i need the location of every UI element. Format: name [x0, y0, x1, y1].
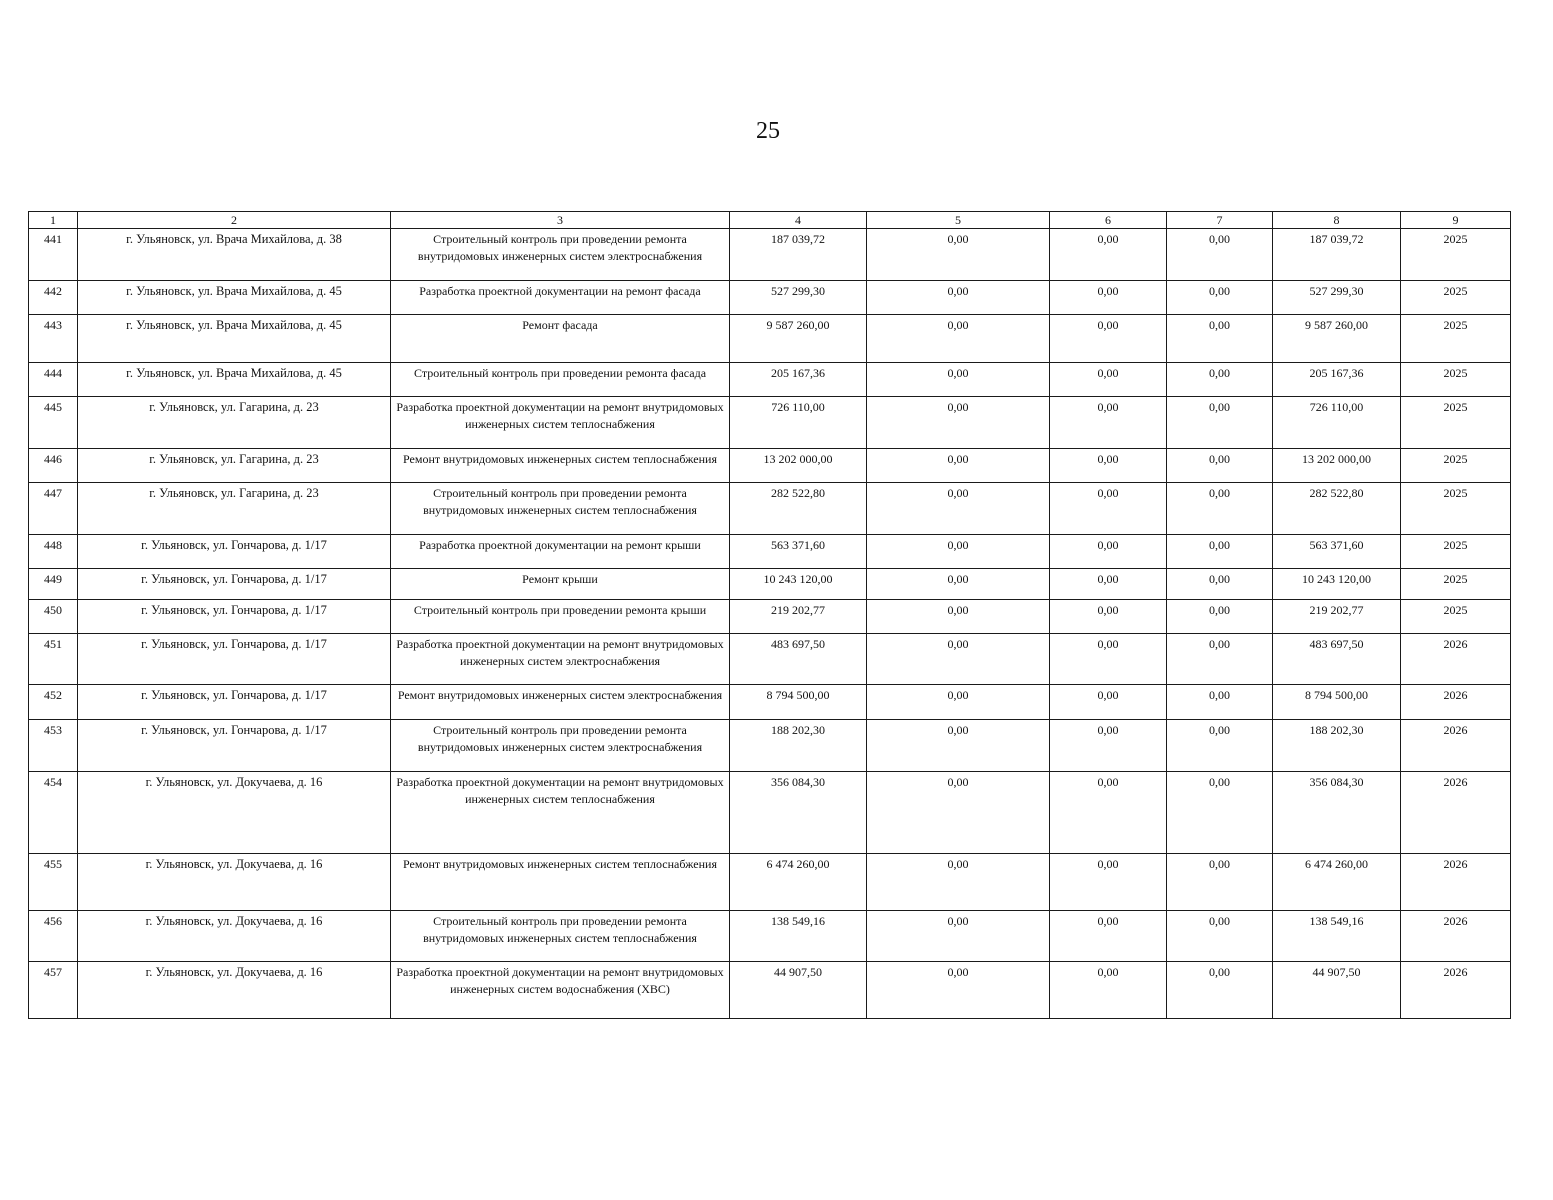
address-cell: г. Ульяновск, ул. Докучаева, д. 16	[78, 962, 391, 1019]
work-type-cell: Разработка проектной документации на ремонт внутридомовых инженерных систем электроснабжения	[391, 634, 730, 685]
total-cost-cell: 726 110,00	[730, 397, 867, 449]
work-type-cell: Разработка проектной документации на ремонт внутридомовых инженерных систем теплоснабжения	[391, 772, 730, 854]
total-cost-cell: 138 549,16	[730, 911, 867, 962]
col8-cell: 138 549,16	[1273, 911, 1401, 962]
total-cost-cell: 356 084,30	[730, 772, 867, 854]
col7-cell: 0,00	[1167, 315, 1273, 363]
address-cell: г. Ульяновск, ул. Врача Михайлова, д. 45	[78, 363, 391, 397]
col5-cell: 0,00	[867, 569, 1050, 600]
year-cell: 2025	[1401, 535, 1511, 569]
table-row	[29, 569, 1511, 600]
year-cell: 2025	[1401, 229, 1511, 281]
col8-cell: 6 474 260,00	[1273, 854, 1401, 911]
table-row	[29, 449, 1511, 483]
row-number: 453	[29, 720, 78, 772]
col5-cell: 0,00	[867, 720, 1050, 772]
column-header: 7	[1167, 212, 1273, 229]
col7-cell: 0,00	[1167, 634, 1273, 685]
address-cell: г. Ульяновск, ул. Гагарина, д. 23	[78, 397, 391, 449]
row-number: 445	[29, 397, 78, 449]
row-number: 457	[29, 962, 78, 1019]
row-number: 448	[29, 535, 78, 569]
work-type-cell: Строительный контроль при проведении ремонта фасада	[391, 363, 730, 397]
total-cost-cell: 13 202 000,00	[730, 449, 867, 483]
total-cost-cell: 205 167,36	[730, 363, 867, 397]
address-cell: г. Ульяновск, ул. Гончарова, д. 1/17	[78, 535, 391, 569]
col8-cell: 13 202 000,00	[1273, 449, 1401, 483]
column-number-row	[29, 212, 1511, 229]
col8-cell: 187 039,72	[1273, 229, 1401, 281]
work-type-cell: Ремонт внутридомовых инженерных систем теплоснабжения	[391, 854, 730, 911]
address-cell: г. Ульяновск, ул. Врача Михайлова, д. 45	[78, 281, 391, 315]
col8-cell: 205 167,36	[1273, 363, 1401, 397]
col5-cell: 0,00	[867, 483, 1050, 535]
row-number: 446	[29, 449, 78, 483]
col6-cell: 0,00	[1050, 449, 1167, 483]
col8-cell: 8 794 500,00	[1273, 685, 1401, 720]
col5-cell: 0,00	[867, 600, 1050, 634]
col8-cell: 282 522,80	[1273, 483, 1401, 535]
year-cell: 2026	[1401, 720, 1511, 772]
year-cell: 2025	[1401, 397, 1511, 449]
col8-cell: 10 243 120,00	[1273, 569, 1401, 600]
address-cell: г. Ульяновск, ул. Докучаева, д. 16	[78, 772, 391, 854]
address-cell: г. Ульяновск, ул. Докучаева, д. 16	[78, 911, 391, 962]
row-number: 456	[29, 911, 78, 962]
table-row	[29, 685, 1511, 720]
col7-cell: 0,00	[1167, 535, 1273, 569]
work-type-cell: Строительный контроль при проведении ремонта крыши	[391, 600, 730, 634]
table-row	[29, 772, 1511, 854]
table-row	[29, 854, 1511, 911]
table-row	[29, 281, 1511, 315]
total-cost-cell: 8 794 500,00	[730, 685, 867, 720]
col8-cell: 9 587 260,00	[1273, 315, 1401, 363]
address-cell: г. Ульяновск, ул. Врача Михайлова, д. 38	[78, 229, 391, 281]
col5-cell: 0,00	[867, 229, 1050, 281]
row-number: 444	[29, 363, 78, 397]
col5-cell: 0,00	[867, 315, 1050, 363]
address-cell: г. Ульяновск, ул. Гончарова, д. 1/17	[78, 685, 391, 720]
work-type-cell: Разработка проектной документации на ремонт фасада	[391, 281, 730, 315]
year-cell: 2026	[1401, 911, 1511, 962]
total-cost-cell: 282 522,80	[730, 483, 867, 535]
total-cost-cell: 483 697,50	[730, 634, 867, 685]
col8-cell: 563 371,60	[1273, 535, 1401, 569]
column-header: 5	[867, 212, 1050, 229]
row-number: 447	[29, 483, 78, 535]
work-type-cell: Ремонт крыши	[391, 569, 730, 600]
column-header: 3	[391, 212, 730, 229]
work-type-cell: Строительный контроль при проведении ремонта внутридомовых инженерных систем электроснабжения	[391, 229, 730, 281]
col7-cell: 0,00	[1167, 600, 1273, 634]
col6-cell: 0,00	[1050, 600, 1167, 634]
total-cost-cell: 563 371,60	[730, 535, 867, 569]
col5-cell: 0,00	[867, 685, 1050, 720]
year-cell: 2026	[1401, 854, 1511, 911]
col7-cell: 0,00	[1167, 281, 1273, 315]
col5-cell: 0,00	[867, 363, 1050, 397]
col6-cell: 0,00	[1050, 315, 1167, 363]
col6-cell: 0,00	[1050, 363, 1167, 397]
col7-cell: 0,00	[1167, 720, 1273, 772]
table-row	[29, 397, 1511, 449]
work-type-cell: Разработка проектной документации на ремонт внутридомовых инженерных систем водоснабжения (ХВС)	[391, 962, 730, 1019]
col5-cell: 0,00	[867, 397, 1050, 449]
col8-cell: 527 299,30	[1273, 281, 1401, 315]
address-cell: г. Ульяновск, ул. Гончарова, д. 1/17	[78, 600, 391, 634]
row-number: 449	[29, 569, 78, 600]
col8-cell: 44 907,50	[1273, 962, 1401, 1019]
col5-cell: 0,00	[867, 911, 1050, 962]
table-row	[29, 483, 1511, 535]
col7-cell: 0,00	[1167, 483, 1273, 535]
total-cost-cell: 44 907,50	[730, 962, 867, 1019]
table-row	[29, 315, 1511, 363]
total-cost-cell: 219 202,77	[730, 600, 867, 634]
col7-cell: 0,00	[1167, 911, 1273, 962]
year-cell: 2025	[1401, 315, 1511, 363]
table-row	[29, 720, 1511, 772]
column-header: 4	[730, 212, 867, 229]
col8-cell: 219 202,77	[1273, 600, 1401, 634]
col6-cell: 0,00	[1050, 281, 1167, 315]
column-header: 1	[29, 212, 78, 229]
col5-cell: 0,00	[867, 281, 1050, 315]
page-number: 25	[756, 118, 780, 144]
col5-cell: 0,00	[867, 449, 1050, 483]
table-row	[29, 634, 1511, 685]
table-row	[29, 962, 1511, 1019]
work-type-cell: Ремонт внутридомовых инженерных систем электроснабжения	[391, 685, 730, 720]
year-cell: 2026	[1401, 772, 1511, 854]
address-cell: г. Ульяновск, ул. Докучаева, д. 16	[78, 854, 391, 911]
col5-cell: 0,00	[867, 535, 1050, 569]
work-type-cell: Строительный контроль при проведении ремонта внутридомовых инженерных систем теплоснабжения	[391, 911, 730, 962]
total-cost-cell: 527 299,30	[730, 281, 867, 315]
col5-cell: 0,00	[867, 962, 1050, 1019]
address-cell: г. Ульяновск, ул. Гагарина, д. 23	[78, 483, 391, 535]
col7-cell: 0,00	[1167, 685, 1273, 720]
col5-cell: 0,00	[867, 854, 1050, 911]
year-cell: 2025	[1401, 281, 1511, 315]
col6-cell: 0,00	[1050, 854, 1167, 911]
col8-cell: 483 697,50	[1273, 634, 1401, 685]
table-row	[29, 911, 1511, 962]
total-cost-cell: 9 587 260,00	[730, 315, 867, 363]
address-cell: г. Ульяновск, ул. Гагарина, д. 23	[78, 449, 391, 483]
col7-cell: 0,00	[1167, 397, 1273, 449]
row-number: 454	[29, 772, 78, 854]
row-number: 452	[29, 685, 78, 720]
col6-cell: 0,00	[1050, 911, 1167, 962]
table-row	[29, 535, 1511, 569]
year-cell: 2025	[1401, 449, 1511, 483]
total-cost-cell: 10 243 120,00	[730, 569, 867, 600]
row-number: 443	[29, 315, 78, 363]
year-cell: 2025	[1401, 363, 1511, 397]
year-cell: 2025	[1401, 600, 1511, 634]
total-cost-cell: 188 202,30	[730, 720, 867, 772]
col6-cell: 0,00	[1050, 483, 1167, 535]
work-type-cell: Ремонт фасада	[391, 315, 730, 363]
table-row	[29, 363, 1511, 397]
row-number: 441	[29, 229, 78, 281]
row-number: 455	[29, 854, 78, 911]
col6-cell: 0,00	[1050, 535, 1167, 569]
col7-cell: 0,00	[1167, 363, 1273, 397]
col8-cell: 188 202,30	[1273, 720, 1401, 772]
col8-cell: 726 110,00	[1273, 397, 1401, 449]
total-cost-cell: 187 039,72	[730, 229, 867, 281]
year-cell: 2025	[1401, 569, 1511, 600]
column-header: 9	[1401, 212, 1511, 229]
address-cell: г. Ульяновск, ул. Врача Михайлова, д. 45	[78, 315, 391, 363]
col7-cell: 0,00	[1167, 854, 1273, 911]
col6-cell: 0,00	[1050, 634, 1167, 685]
year-cell: 2026	[1401, 685, 1511, 720]
row-number: 442	[29, 281, 78, 315]
col7-cell: 0,00	[1167, 449, 1273, 483]
col5-cell: 0,00	[867, 772, 1050, 854]
work-type-cell: Строительный контроль при проведении ремонта внутридомовых инженерных систем электроснабжения	[391, 720, 730, 772]
total-cost-cell: 6 474 260,00	[730, 854, 867, 911]
col6-cell: 0,00	[1050, 569, 1167, 600]
col6-cell: 0,00	[1050, 720, 1167, 772]
address-cell: г. Ульяновск, ул. Гончарова, д. 1/17	[78, 634, 391, 685]
address-cell: г. Ульяновск, ул. Гончарова, д. 1/17	[78, 720, 391, 772]
work-type-cell: Разработка проектной документации на ремонт крыши	[391, 535, 730, 569]
col7-cell: 0,00	[1167, 772, 1273, 854]
table-row	[29, 600, 1511, 634]
col6-cell: 0,00	[1050, 685, 1167, 720]
col6-cell: 0,00	[1050, 772, 1167, 854]
address-cell: г. Ульяновск, ул. Гончарова, д. 1/17	[78, 569, 391, 600]
row-number: 451	[29, 634, 78, 685]
table-row	[29, 229, 1511, 281]
year-cell: 2026	[1401, 634, 1511, 685]
col5-cell: 0,00	[867, 634, 1050, 685]
repair-program-table	[28, 211, 1511, 1019]
col6-cell: 0,00	[1050, 229, 1167, 281]
col7-cell: 0,00	[1167, 962, 1273, 1019]
column-header: 2	[78, 212, 391, 229]
work-type-cell: Ремонт внутридомовых инженерных систем теплоснабжения	[391, 449, 730, 483]
work-type-cell: Строительный контроль при проведении ремонта внутридомовых инженерных систем теплоснабжения	[391, 483, 730, 535]
col6-cell: 0,00	[1050, 397, 1167, 449]
col6-cell: 0,00	[1050, 962, 1167, 1019]
row-number: 450	[29, 600, 78, 634]
table-body	[29, 229, 1511, 1019]
col8-cell: 356 084,30	[1273, 772, 1401, 854]
col7-cell: 0,00	[1167, 229, 1273, 281]
year-cell: 2025	[1401, 483, 1511, 535]
column-header: 6	[1050, 212, 1167, 229]
work-type-cell: Разработка проектной документации на ремонт внутридомовых инженерных систем теплоснабжения	[391, 397, 730, 449]
year-cell: 2026	[1401, 962, 1511, 1019]
col7-cell: 0,00	[1167, 569, 1273, 600]
column-header: 8	[1273, 212, 1401, 229]
